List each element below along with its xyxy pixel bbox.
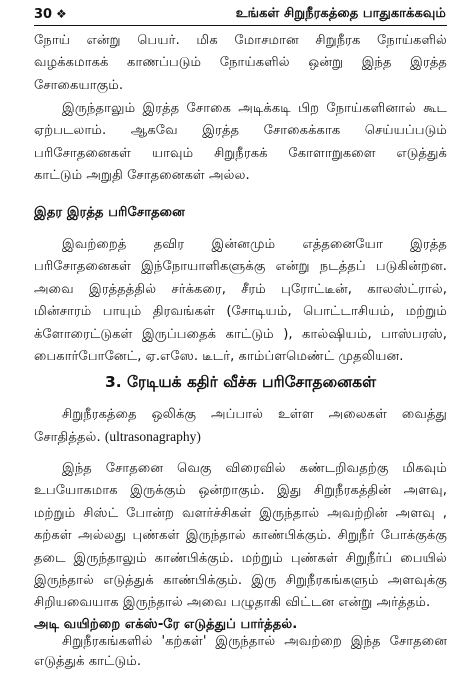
- text-line: சிறுநீரகங்களில் 'கற்கள்' இருந்தால் அவற்றை இந்த சோதனை: [62, 634, 447, 649]
- subheading-other-blood-tests: [34, 202, 447, 224]
- header-rule: [34, 25, 447, 26]
- text-line: எடுத்துக் காட்டும்.: [34, 654, 142, 669]
- running-title: உங்கள் சிறுநீரகத்தை பாதுகாக்கவும்: [235, 6, 446, 21]
- text-fragment: சோதித்தல்.: [34, 430, 101, 446]
- text-line: காட்டும் அறுதி சோதனைகள் அல்ல.: [34, 168, 250, 184]
- page-number: 30: [34, 6, 53, 22]
- text-line: பைகார்போனேட், ஏ.எஸே. டீடர், காம்ப்ளமெண்ட் முதலியன.: [34, 349, 404, 365]
- text-line: மற்றும் சிஸ்ட் போன்ற வளர்ச்சிகள் இருந்தால் அவற்றின் அளவு ,: [34, 505, 447, 521]
- text-line: தடை இருந்தாலும் காண்பிக்கும். மற்றும் புண்கள் சிறுநீர்ப் பையில்: [34, 550, 447, 566]
- text-line: உபயோகமாக இருக்கும் ஒன்றாகும். இது சிறுநீரகத்தின் அளவு,: [34, 483, 447, 499]
- paragraph-2: [34, 98, 447, 188]
- text-line: ஏற்படலாம். ஆகவே இரத்த சோகைக்காக செய்யப்படும்: [34, 123, 447, 139]
- text-line: பரிசோதனைகள் யாவும் சிறுநீரகக் கோளாறுகளை எடுத்துக்: [34, 145, 447, 161]
- text-line: சிறியவையாக இருந்தால் அவை பழுதாகி விட்டன என்று அர்த்தம்.: [34, 595, 431, 611]
- text-line: வழக்கமாகக் காணப்படும் நோய்களில் ஒன்று இந்த இரத்த: [34, 55, 447, 71]
- paragraph-4: [34, 404, 447, 450]
- text-line: அவை இரத்தத்தில் சர்க்கரை, சீரம் புரோட்டீன், காலஸ்ட்ரால்,: [34, 281, 447, 297]
- paragraph-6: [34, 632, 447, 672]
- text-line: மின்சாரம் பாயும் திரவங்கள் (சோடியம், பொட்டாசியம், மற்றும்: [34, 304, 447, 320]
- paragraph-1: [34, 30, 447, 97]
- subheading-text: இதர இரத்த பரிசோதனை: [34, 205, 185, 220]
- text-line: இந்த சோதனை வெகு விரைவில் கண்டறிவதற்கு மிகவும்: [62, 461, 447, 476]
- text-line: பரிசோதனைகள் இந்நோயாளிகளுக்கு என்று நடத்தப் படுகின்றன.: [34, 259, 447, 275]
- page-header: [34, 5, 446, 23]
- section-heading: 3. ரேடியக் கதிர் வீச்சு பரிசோதனைகள்: [104, 373, 377, 391]
- text-line: சிறுநீரகத்தை ஒலிக்கு அப்பால் உள்ள அலைகள் வைத்து: [62, 407, 447, 422]
- text-line: இவற்றைத் தவிர இன்னமும் எத்தனையோ இரத்த: [62, 237, 447, 252]
- latin-term: (ultrasonagraphy): [104, 429, 201, 445]
- text-line: இருந்தால் எடுத்துக் காண்பிக்கும். இரு சிறுநீரகங்களும் அளவுக்கு: [34, 573, 447, 589]
- ornament-icon: ❖: [56, 7, 67, 21]
- text-line: கற்கள் அல்லது புண்கள் இருந்தால் காண்பிக்கும். சிறுநீர் போக்குக்கு: [34, 528, 447, 544]
- text-line: க்ளோரைட்டுகள் இருப்பதைக் காட்டும் ), கால்ஷியம், பாஸ்பரஸ்,: [34, 326, 447, 342]
- text-line: இருந்தாலும் இரத்த சோகை அடிக்கடி பிற நோய்களினால் கூட: [62, 101, 447, 116]
- subheading-text: அடி வயிற்றை எக்ஸ்-ரே எடுத்துப் பார்த்தல்.: [34, 617, 298, 632]
- text-line: சோகையாகும்.: [34, 77, 124, 93]
- paragraph-3: [34, 234, 447, 368]
- text-line: [34, 426, 447, 449]
- paragraph-5: [34, 458, 447, 615]
- text-line: நோய் என்று பெயர். மிக மோசமான சிறுநீரக நோய்களில்: [34, 33, 447, 48]
